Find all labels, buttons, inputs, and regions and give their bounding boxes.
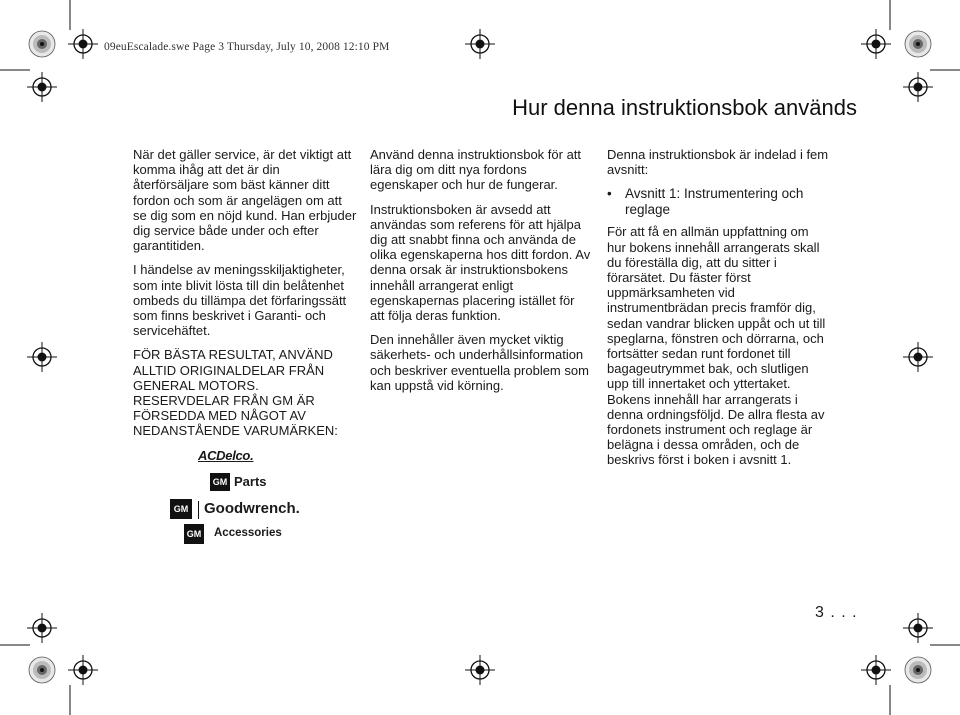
gm-goodwrench-logo <box>170 499 320 521</box>
paragraph: Instruktionsboken är avsedd att användas som referens för att hjälpa dig att snabbt finna och använda de olika egenskaperna hos ditt fordon. Av denna orsak är instruktionsbokens innehåll arrangerat enligt egenskapernas placering istället för att följa deras funktion. <box>370 201 591 324</box>
registration-mark-icon <box>465 29 495 59</box>
column-3 <box>607 147 829 477</box>
accessories-wordmark: Accessories <box>214 527 282 539</box>
file-slug: 09euEscalade.swe Page 3 Thursday, July 10, 2008 12:10 PM <box>104 41 390 53</box>
registration-mark-icon <box>465 655 495 685</box>
brand-logos <box>170 448 320 548</box>
paragraph: När det gäller service, är det viktigt att komma ihåg att det är din återförsäljare som bäst känner ditt fordon och som är angelägen om att se dig som en nöjd kund. Han erbjuder dig service både under och efter garantitiden. <box>133 147 357 254</box>
column-1 <box>133 147 358 448</box>
gm-badge-icon: GM <box>170 499 192 519</box>
registration-mark-icon <box>27 72 57 102</box>
paragraph: Använd denna instruktionsbok för att lära dig om ditt nya fordons egenskaper och hur de fungerar. <box>370 147 582 193</box>
color-rosette-icon <box>29 657 55 683</box>
gm-badge-icon: GM <box>210 473 230 491</box>
registration-mark-icon <box>861 29 891 59</box>
section-heading-text: Avsnitt 1: Instrumentering och reglage <box>625 186 804 218</box>
registration-mark-icon <box>27 613 57 643</box>
registration-mark-icon <box>903 72 933 102</box>
color-rosette-icon <box>905 657 931 683</box>
parts-wordmark: Parts <box>234 474 267 489</box>
section-heading <box>607 186 829 218</box>
registration-mark-icon <box>27 342 57 372</box>
acdelco-logo: ACDelco. <box>198 448 254 463</box>
color-rosette-icon <box>905 31 931 57</box>
divider <box>198 501 199 519</box>
column-2 <box>370 147 592 402</box>
paragraph: I händelse av meningsskiljaktigheter, som inte blivit lösta till din belåtenhet ombeds du tillämpa det förfaringssätt som finns beskrivet i Garanti- och servicehäftet. <box>133 262 347 339</box>
color-rosette-icon <box>29 31 55 57</box>
registration-mark-icon <box>861 655 891 685</box>
registration-mark-icon <box>68 655 98 685</box>
bullet-icon: • <box>607 186 612 202</box>
paragraph: Den innehåller även mycket viktig säkerhets- och underhållsinformation och beskriver eventuella problem som kan uppstå vid körning. <box>370 332 589 393</box>
gm-accessories-logo <box>184 524 304 546</box>
goodwrench-wordmark: Goodwrench. <box>204 500 300 517</box>
gm-parts-logo <box>210 473 280 493</box>
registration-mark-icon <box>903 342 933 372</box>
gm-badge-icon: GM <box>184 524 204 544</box>
registration-mark-icon <box>903 613 933 643</box>
paragraph-uppercase: FÖR BÄSTA RESULTAT, ANVÄND ALLTID ORIGINALDELAR FRÅN GENERAL MOTORS. RESERVDELAR FRÅN GM ÄR FÖRSEDDA MED NÅGOT AV NEDANSTÅENDE VARUMÄRKEN: <box>133 347 338 439</box>
paragraph: För att få en allmän uppfattning om hur bokens innehåll arrangerats skall du föreställa dig, att du sitter i förarsätet. Du fäster först uppmärksamheten vid instrumentbrädan precis framför dig, sedan vandrar blicken uppåt och ut till speglarna, fönstren och dörrarna, och fortsätter sedan runt fordonet till bagageutrymmet bak, och slutligen upp till innertaket och yttertaket. Bokens innehåll har arrangerats i denna ordningsföljd. De allra flesta av fordonets instrument och reglage är belägna i dessa områden, och de beskrivs först i boken i avsnitt 1. <box>607 224 826 468</box>
registration-mark-icon <box>68 29 98 59</box>
page-title: Hur denna instruktionsbok används <box>512 95 857 120</box>
paragraph: Denna instruktionsbok är indelad i fem avsnitt: <box>607 147 829 178</box>
page-number: 3 . . . <box>815 604 858 621</box>
